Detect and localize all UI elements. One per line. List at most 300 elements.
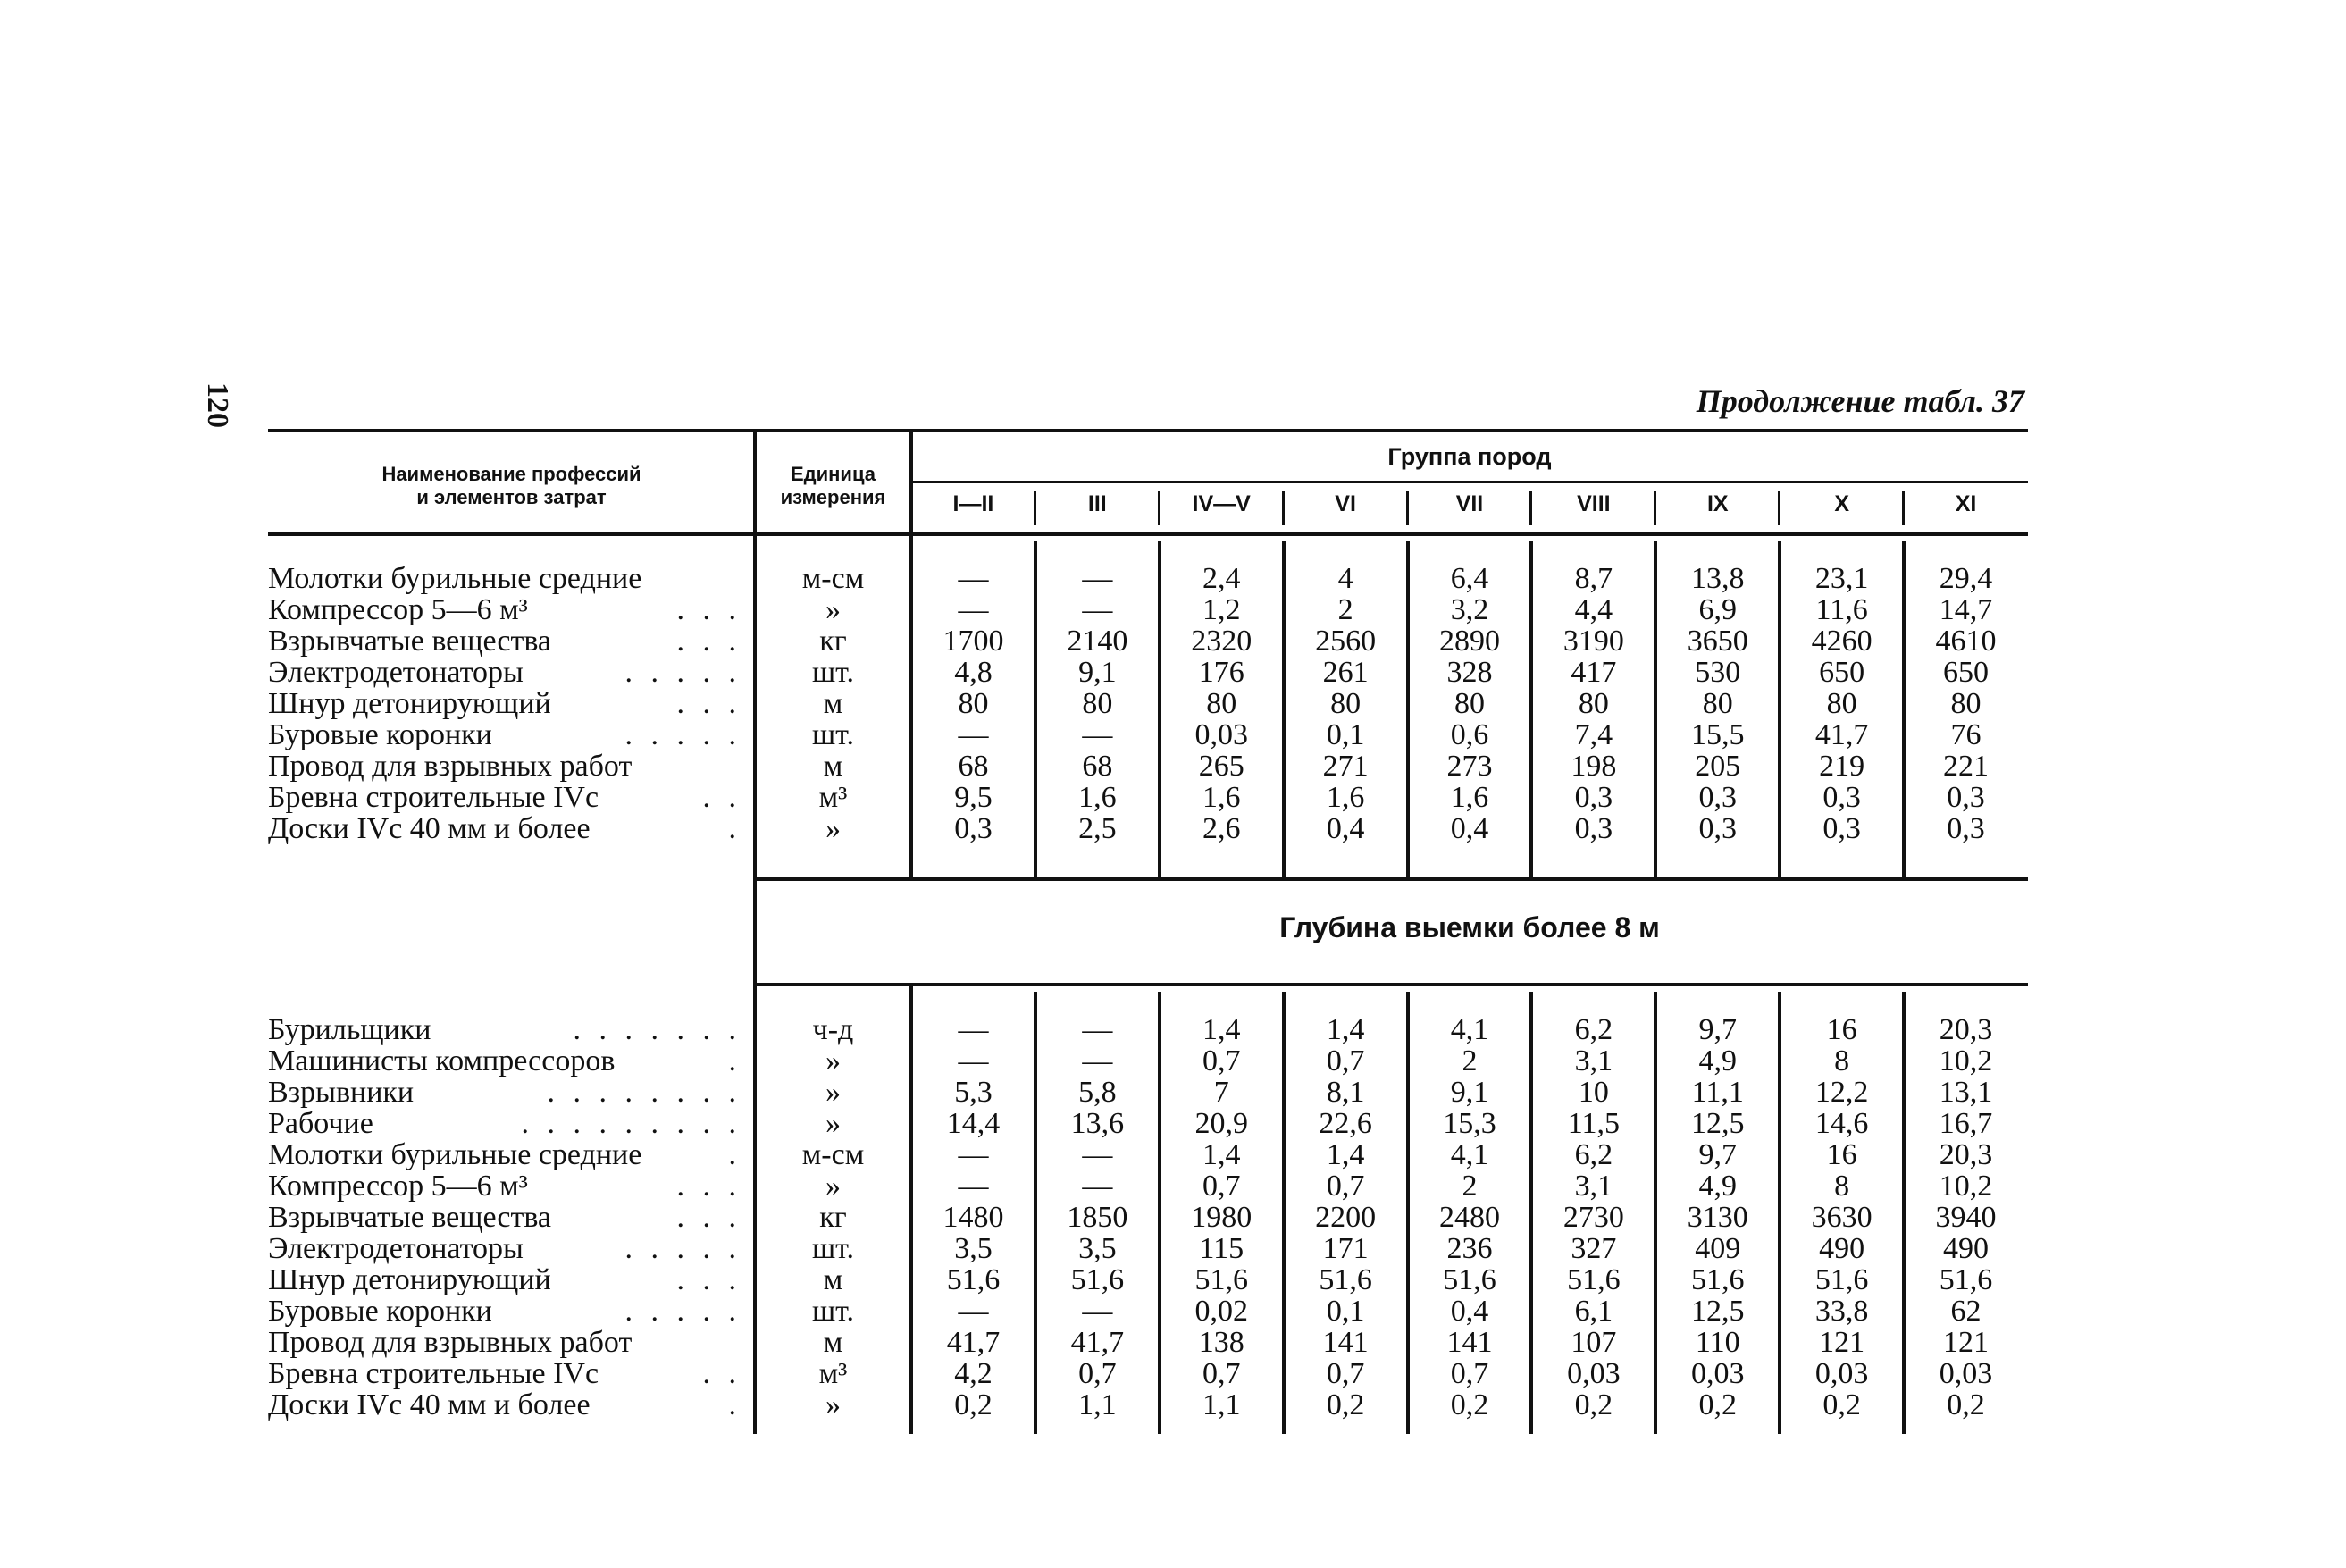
section2-row-5-name xyxy=(268,1170,742,1202)
section1-row-5-value-4: 0,6 xyxy=(1450,718,1489,751)
section2-row-0-value-4: 4,1 xyxy=(1450,1013,1489,1046)
section2-row-5-value-7: 8 xyxy=(1834,1170,1850,1203)
section2-row-8-value-0: 51,6 xyxy=(946,1263,1001,1296)
vline-hdr-group-2 xyxy=(1158,491,1160,525)
section2-row-9-value-7: 33,8 xyxy=(1814,1295,1869,1328)
row-leader-dots: . . . . . . . . . xyxy=(508,1108,742,1139)
section2-row-10-value-2: 138 xyxy=(1198,1326,1244,1359)
section2-row-3-value-1: 13,6 xyxy=(1070,1107,1125,1140)
section2-row-6-unit: кг xyxy=(819,1201,847,1234)
section2-row-4-unit: м-см xyxy=(801,1138,865,1171)
section2-row-2-value-4: 9,1 xyxy=(1450,1076,1489,1109)
row-label: Молотки бурильные средние xyxy=(268,1139,642,1170)
section2-row-6-value-7: 3630 xyxy=(1811,1201,1873,1234)
section1-row-6-value-1: 68 xyxy=(1082,750,1113,783)
section1-row-6-value-2: 265 xyxy=(1198,750,1244,783)
section2-row-0-name xyxy=(268,1014,742,1045)
section2-row-2-value-2: 7 xyxy=(1213,1076,1229,1109)
section2-row-3-value-5: 11,5 xyxy=(1567,1107,1620,1140)
section2-row-0-value-3: 1,4 xyxy=(1326,1013,1365,1046)
section2-row-4-value-1: — xyxy=(1082,1138,1113,1171)
section2-row-10-unit: м xyxy=(823,1326,843,1359)
row-label: Электродетонаторы xyxy=(268,657,524,688)
section2-row-3-value-0: 14,4 xyxy=(946,1107,1001,1140)
section1-row-3-name xyxy=(268,657,742,688)
row-leader-dots: . xyxy=(716,1389,742,1421)
section2-row-8-value-3: 51,6 xyxy=(1319,1263,1372,1296)
row-label: Шнур детонирующий xyxy=(268,1264,551,1295)
section2-row-5-value-6: 4,9 xyxy=(1698,1170,1738,1203)
section1-row-0-value-8: 29,4 xyxy=(1939,562,1993,595)
section1-row-6-value-8: 221 xyxy=(1943,750,1990,783)
section2-row-6-value-0: 1480 xyxy=(943,1201,1004,1234)
row-leader-dots xyxy=(632,750,742,782)
section2-row-12-value-0: 0,2 xyxy=(954,1388,993,1421)
section1-row-4-value-5: 80 xyxy=(1578,687,1609,720)
section1-row-6-value-4: 273 xyxy=(1446,750,1493,783)
section2-row-11-value-8: 0,03 xyxy=(1939,1357,1993,1390)
row-label: Взрывники xyxy=(268,1077,415,1108)
section1-row-6-name xyxy=(268,750,742,782)
section2-row-10-value-6: 110 xyxy=(1695,1326,1740,1359)
section2-row-9-value-1: — xyxy=(1082,1295,1113,1328)
section2-row-12-name xyxy=(268,1389,742,1421)
section2-row-11-value-6: 0,03 xyxy=(1691,1357,1745,1390)
section2-row-8-value-4: 51,6 xyxy=(1443,1263,1496,1296)
section1-row-8-value-8: 0,3 xyxy=(1947,812,1985,845)
group-header-2: IV—V xyxy=(1192,491,1251,516)
section1-row-4-value-7: 80 xyxy=(1826,687,1857,720)
group-header-0: I—II xyxy=(952,491,994,516)
section1-row-5-unit: шт. xyxy=(812,718,854,751)
section2-row-1-value-6: 4,9 xyxy=(1698,1044,1738,1077)
header-unit-line1: Единица xyxy=(790,463,876,485)
section1-row-1-value-7: 11,6 xyxy=(1815,593,1868,626)
section1-row-4-value-0: 80 xyxy=(958,687,989,720)
section1-row-7-value-8: 0,3 xyxy=(1947,781,1985,814)
section2-row-8-value-8: 51,6 xyxy=(1939,1263,1993,1296)
section1-row-0-value-2: 2,4 xyxy=(1202,562,1241,595)
row-label: Бревна строительные IVс xyxy=(268,1358,599,1389)
row-leader-dots: . . . xyxy=(664,688,742,719)
row-label: Шнур детонирующий xyxy=(268,688,551,719)
row-label: Компрессор 5—6 м³ xyxy=(268,594,528,625)
section1-row-3-value-2: 176 xyxy=(1198,656,1244,689)
section2-row-2-value-3: 8,1 xyxy=(1326,1076,1365,1109)
section2-row-11-value-3: 0,7 xyxy=(1326,1357,1365,1390)
section2-row-3-value-6: 12,5 xyxy=(1691,1107,1745,1140)
row-label: Рабочие xyxy=(268,1108,373,1139)
section2-row-3-unit: » xyxy=(825,1107,841,1140)
section1-row-0-value-5: 8,7 xyxy=(1574,562,1613,595)
section1-row-7-value-7: 0,3 xyxy=(1822,781,1861,814)
section2-row-5-value-1: — xyxy=(1082,1170,1113,1203)
section2-row-3-value-4: 15,3 xyxy=(1443,1107,1496,1140)
section2-row-7-value-7: 490 xyxy=(1819,1232,1865,1265)
section2-row-12-value-1: 1,1 xyxy=(1078,1388,1117,1421)
section2-row-1-value-4: 2 xyxy=(1462,1044,1478,1077)
section1-row-3-value-4: 328 xyxy=(1446,656,1493,689)
section2-row-12-value-7: 0,2 xyxy=(1822,1388,1861,1421)
section2-row-0-value-1: — xyxy=(1082,1013,1113,1046)
group-header-8: XI xyxy=(1955,491,1977,516)
section1-row-2-value-6: 3650 xyxy=(1687,625,1748,658)
row-leader-dots: . . . . . xyxy=(612,1233,742,1264)
section2-row-4-name xyxy=(268,1139,742,1170)
row-leader-dots: . . . xyxy=(664,594,742,625)
section1-row-5-value-1: — xyxy=(1082,718,1113,751)
header-unit-col xyxy=(755,463,911,509)
section2-row-6-value-3: 2200 xyxy=(1315,1201,1377,1234)
section2-row-9-value-5: 6,1 xyxy=(1574,1295,1613,1328)
section1-row-6-value-0: 68 xyxy=(958,750,989,783)
section2-row-9-value-8: 62 xyxy=(1950,1295,1982,1328)
section2-row-12-value-2: 1,1 xyxy=(1202,1388,1241,1421)
rule-section2-top xyxy=(755,983,2028,986)
section2-row-8-name xyxy=(268,1264,742,1295)
header-name-col xyxy=(268,463,755,509)
section2-row-4-value-6: 9,7 xyxy=(1698,1138,1738,1171)
row-leader-dots: . . . . . . . . xyxy=(534,1077,742,1108)
section2-row-11-value-5: 0,03 xyxy=(1567,1357,1621,1390)
section1-row-2-value-3: 2560 xyxy=(1315,625,1377,658)
section2-row-2-name xyxy=(268,1077,742,1108)
section1-row-8-value-7: 0,3 xyxy=(1822,812,1861,845)
section1-row-0-unit: м-см xyxy=(801,562,865,595)
section1-row-6-value-3: 271 xyxy=(1322,750,1369,783)
row-leader-dots: . . . xyxy=(664,625,742,657)
section2-row-5-unit: » xyxy=(825,1170,841,1203)
row-leader-dots: . . xyxy=(690,1358,742,1389)
section1-row-0-value-3: 4 xyxy=(1337,562,1353,595)
section1-row-6-value-6: 205 xyxy=(1695,750,1741,783)
section1-row-0-value-1: — xyxy=(1082,562,1113,595)
section1-row-7-value-5: 0,3 xyxy=(1574,781,1613,814)
section1-row-7-unit: м³ xyxy=(818,781,848,814)
section1-row-3-value-5: 417 xyxy=(1571,656,1617,689)
table-caption: Продолжение табл. 37 xyxy=(1696,383,2024,419)
section2-row-12-value-3: 0,2 xyxy=(1326,1388,1365,1421)
section1-row-1-value-1: — xyxy=(1082,593,1113,626)
section1-row-2-value-5: 3190 xyxy=(1563,625,1624,658)
section2-row-0-value-6: 9,7 xyxy=(1698,1013,1738,1046)
section1-row-3-value-8: 650 xyxy=(1943,656,1990,689)
section1-row-3-value-6: 530 xyxy=(1695,656,1741,689)
section2-row-8-value-5: 51,6 xyxy=(1567,1263,1621,1296)
rule-top xyxy=(268,429,2028,432)
row-leader-dots: . . . xyxy=(664,1264,742,1295)
row-leader-dots: . . . xyxy=(664,1170,742,1202)
group-header-3: VI xyxy=(1335,491,1356,516)
section2-row-10-value-8: 121 xyxy=(1943,1326,1990,1359)
section2-row-11-value-7: 0,03 xyxy=(1814,1357,1869,1390)
section1-row-1-unit: » xyxy=(825,593,841,626)
row-label: Буровые коронки xyxy=(268,1295,492,1327)
section1-row-6-value-7: 219 xyxy=(1819,750,1865,783)
section2-row-11-value-4: 0,7 xyxy=(1450,1357,1489,1390)
vline-hdr-group-3 xyxy=(1282,491,1285,525)
section1-row-8-value-4: 0,4 xyxy=(1450,812,1489,845)
section2-row-2-value-1: 5,8 xyxy=(1078,1076,1117,1109)
section1-row-4-value-6: 80 xyxy=(1702,687,1733,720)
section1-row-0-value-7: 23,1 xyxy=(1814,562,1869,595)
section2-row-2-unit: » xyxy=(825,1076,841,1109)
section2-row-7-value-3: 171 xyxy=(1322,1232,1369,1265)
group-header-5: VIII xyxy=(1577,491,1611,516)
group-header-4: VII xyxy=(1455,491,1484,516)
section2-row-5-value-4: 2 xyxy=(1462,1170,1478,1203)
section2-row-9-name xyxy=(268,1295,742,1327)
section1-row-1-value-0: — xyxy=(958,593,989,626)
section2-row-5-value-5: 3,1 xyxy=(1574,1170,1613,1203)
section2-row-1-value-3: 0,7 xyxy=(1326,1044,1365,1077)
section2-row-0-value-2: 1,4 xyxy=(1202,1013,1241,1046)
section2-row-12-unit: » xyxy=(825,1388,841,1421)
vline-hdr-group-6 xyxy=(1654,491,1656,525)
section2-row-2-value-0: 5,3 xyxy=(954,1076,993,1109)
section2-row-5-value-2: 0,7 xyxy=(1202,1170,1241,1203)
group-header-7: X xyxy=(1834,491,1849,516)
section2-row-9-value-2: 0,02 xyxy=(1194,1295,1248,1328)
section2-row-6-name xyxy=(268,1202,742,1233)
section2-row-3-value-7: 14,6 xyxy=(1814,1107,1869,1140)
header-group-title: Группа пород xyxy=(1387,443,1552,470)
row-leader-dots: . . . . . . . xyxy=(560,1014,742,1045)
section2-row-7-value-4: 236 xyxy=(1446,1232,1493,1265)
row-label: Провод для взрывных работ xyxy=(268,1327,633,1358)
row-leader-dots xyxy=(641,563,742,594)
section2-row-6-value-8: 3940 xyxy=(1935,1201,1997,1234)
section1-row-2-unit: кг xyxy=(819,625,847,658)
section2-row-7-value-0: 3,5 xyxy=(954,1232,993,1265)
section2-row-7-value-8: 490 xyxy=(1943,1232,1990,1265)
section2-row-12-value-5: 0,2 xyxy=(1574,1388,1613,1421)
section1-row-1-value-5: 4,4 xyxy=(1574,593,1613,626)
section2-row-0-value-7: 16 xyxy=(1826,1013,1857,1046)
section1-row-3-value-3: 261 xyxy=(1322,656,1369,689)
section2-row-6-value-1: 1850 xyxy=(1067,1201,1128,1234)
section1-row-5-value-5: 7,4 xyxy=(1574,718,1613,751)
section2-row-10-value-3: 141 xyxy=(1322,1326,1369,1359)
section1-row-2-value-1: 2140 xyxy=(1067,625,1128,658)
section2-row-6-value-2: 1980 xyxy=(1191,1201,1253,1234)
section1-row-8-value-3: 0,4 xyxy=(1326,812,1365,845)
section2-row-1-value-0: — xyxy=(958,1044,989,1077)
row-leader-dots xyxy=(632,1327,742,1358)
section2-row-4-value-8: 20,3 xyxy=(1939,1138,1993,1171)
section1-row-8-value-2: 2,6 xyxy=(1202,812,1241,845)
section1-row-0-value-0: — xyxy=(958,562,989,595)
section2-row-7-unit: шт. xyxy=(812,1232,854,1265)
section2-row-9-unit: шт. xyxy=(812,1295,854,1328)
row-label: Доски IVс 40 мм и более xyxy=(268,813,591,844)
section2-row-9-value-3: 0,1 xyxy=(1326,1295,1365,1328)
section2-row-9-value-6: 12,5 xyxy=(1691,1295,1745,1328)
section2-row-9-value-4: 0,4 xyxy=(1450,1295,1489,1328)
rule-section1-bottom xyxy=(755,877,2028,881)
section2-row-11-unit: м³ xyxy=(818,1357,848,1390)
section2-row-1-value-8: 10,2 xyxy=(1939,1044,1993,1077)
section1-row-7-value-2: 1,6 xyxy=(1202,781,1241,814)
row-label: Электродетонаторы xyxy=(268,1233,524,1264)
section2-row-8-value-1: 51,6 xyxy=(1070,1263,1125,1296)
row-label: Компрессор 5—6 м³ xyxy=(268,1170,528,1202)
section1-row-8-value-0: 0,3 xyxy=(954,812,993,845)
section2-row-4-value-2: 1,4 xyxy=(1202,1138,1241,1171)
section2-row-2-value-8: 13,1 xyxy=(1939,1076,1993,1109)
section2-row-5-value-8: 10,2 xyxy=(1939,1170,1993,1203)
row-label: Бревна строительные IVс xyxy=(268,782,599,813)
section1-row-5-value-6: 15,5 xyxy=(1691,718,1745,751)
row-label: Молотки бурильные средние xyxy=(268,563,642,594)
row-label: Бурильщики xyxy=(268,1014,431,1045)
row-leader-dots: . . xyxy=(690,782,742,813)
section1-row-0-value-4: 6,4 xyxy=(1450,562,1489,595)
section1-row-4-unit: м xyxy=(823,687,843,720)
section1-row-1-name xyxy=(268,594,742,625)
section1-row-5-name xyxy=(268,719,742,750)
section2-row-6-value-6: 3130 xyxy=(1687,1201,1748,1234)
row-leader-dots: . . . . . xyxy=(612,719,742,750)
section1-row-2-value-8: 4610 xyxy=(1935,625,1997,658)
section1-row-7-value-4: 1,6 xyxy=(1450,781,1489,814)
header-name-line1: Наименование профессий xyxy=(381,463,641,485)
section2-row-5-value-3: 0,7 xyxy=(1326,1170,1365,1203)
section1-row-4-value-3: 80 xyxy=(1330,687,1362,720)
section1-row-7-value-3: 1,6 xyxy=(1326,781,1365,814)
section1-row-2-value-7: 4260 xyxy=(1811,625,1873,658)
section2-row-1-value-2: 0,7 xyxy=(1202,1044,1241,1077)
section2-row-2-value-7: 12,2 xyxy=(1814,1076,1869,1109)
vline-hdr-group-7 xyxy=(1778,491,1780,525)
section1-row-2-value-0: 1700 xyxy=(943,625,1004,658)
row-leader-dots: . xyxy=(716,1139,742,1170)
section1-row-5-value-0: — xyxy=(958,718,989,751)
row-label: Доски IVс 40 мм и более xyxy=(268,1389,591,1421)
section2-row-7-name xyxy=(268,1233,742,1264)
vline-hdr-group-1 xyxy=(1034,491,1036,525)
section2-row-1-name xyxy=(268,1045,742,1077)
section1-row-3-unit: шт. xyxy=(812,656,854,689)
vline-hdr-group-5 xyxy=(1529,491,1532,525)
section2-row-10-value-0: 41,7 xyxy=(946,1326,1001,1359)
section2-row-1-value-5: 3,1 xyxy=(1574,1044,1613,1077)
section2-row-4-value-0: — xyxy=(958,1138,989,1171)
section2-row-10-name xyxy=(268,1327,742,1358)
section2-row-12-value-4: 0,2 xyxy=(1450,1388,1489,1421)
section2-row-11-name xyxy=(268,1358,742,1389)
section2-row-10-value-7: 121 xyxy=(1819,1326,1865,1359)
section2-row-6-value-4: 2480 xyxy=(1438,1201,1500,1234)
section1-row-2-name xyxy=(268,625,742,657)
section2-row-7-value-5: 327 xyxy=(1571,1232,1617,1265)
section2-row-4-value-7: 16 xyxy=(1826,1138,1857,1171)
section2-row-11-value-0: 4,2 xyxy=(954,1357,993,1390)
rule-header-bottom xyxy=(268,532,2028,536)
section1-row-7-name xyxy=(268,782,742,813)
section1-row-4-value-1: 80 xyxy=(1082,687,1113,720)
section2-row-12-value-6: 0,2 xyxy=(1698,1388,1738,1421)
section2-row-7-value-2: 115 xyxy=(1199,1232,1244,1265)
vline-hdr-group-4 xyxy=(1406,491,1409,525)
section2-row-10-value-5: 107 xyxy=(1571,1326,1617,1359)
section2-row-1-value-7: 8 xyxy=(1834,1044,1850,1077)
vline-hdr-group-8 xyxy=(1902,491,1905,525)
section1-row-8-name xyxy=(268,813,742,844)
section2-title: Глубина выемки более 8 м xyxy=(1279,911,1660,943)
section1-row-1-value-2: 1,2 xyxy=(1202,593,1241,626)
section1-row-4-value-4: 80 xyxy=(1454,687,1485,720)
section2-row-11-value-2: 0,7 xyxy=(1202,1357,1241,1390)
section1-row-1-value-6: 6,9 xyxy=(1698,593,1738,626)
section1-row-1-value-4: 3,2 xyxy=(1450,593,1489,626)
section2-row-1-unit: » xyxy=(825,1044,841,1077)
section2-row-8-value-2: 51,6 xyxy=(1194,1263,1248,1296)
section1-row-7-value-1: 1,6 xyxy=(1078,781,1117,814)
section2-row-8-value-7: 51,6 xyxy=(1814,1263,1869,1296)
row-label: Буровые коронки xyxy=(268,719,492,750)
section1-row-0-value-6: 13,8 xyxy=(1691,562,1745,595)
row-leader-dots: . . . xyxy=(664,1202,742,1233)
section2-row-0-value-8: 20,3 xyxy=(1939,1013,1993,1046)
section2-row-4-value-5: 6,2 xyxy=(1574,1138,1613,1171)
section2-row-0-unit: ч-д xyxy=(812,1013,854,1046)
row-label: Машинисты компрессоров xyxy=(268,1045,616,1077)
row-leader-dots: . xyxy=(716,813,742,844)
section1-row-4-value-2: 80 xyxy=(1206,687,1237,720)
section2-row-3-value-2: 20,9 xyxy=(1194,1107,1248,1140)
row-leader-dots: . . . . . xyxy=(612,1295,742,1327)
section2-row-0-value-0: — xyxy=(958,1013,989,1046)
rule-group-under xyxy=(911,481,2028,483)
section1-row-4-name xyxy=(268,688,742,719)
section2-row-10-value-1: 41,7 xyxy=(1070,1326,1125,1359)
section1-row-8-value-6: 0,3 xyxy=(1698,812,1738,845)
section2-row-1-value-1: — xyxy=(1082,1044,1113,1077)
header-unit-line2: измерения xyxy=(780,486,886,508)
section1-row-7-value-0: 9,5 xyxy=(954,781,993,814)
section2-row-9-value-0: — xyxy=(958,1295,989,1328)
section1-row-7-value-6: 0,3 xyxy=(1698,781,1738,814)
section1-row-1-value-3: 2 xyxy=(1337,593,1353,626)
section2-row-3-value-8: 16,7 xyxy=(1939,1107,1993,1140)
section1-row-5-value-3: 0,1 xyxy=(1326,718,1365,751)
section2-row-5-value-0: — xyxy=(958,1170,989,1203)
row-label: Провод для взрывных работ xyxy=(268,750,633,782)
section2-row-3-value-3: 22,6 xyxy=(1319,1107,1372,1140)
section2-row-7-value-6: 409 xyxy=(1695,1232,1741,1265)
section2-row-2-value-5: 10 xyxy=(1578,1076,1609,1109)
section2-row-7-value-1: 3,5 xyxy=(1078,1232,1117,1265)
section1-row-1-value-8: 14,7 xyxy=(1939,593,1993,626)
header-name-line2: и элементов затрат xyxy=(416,486,607,508)
section1-row-3-value-7: 650 xyxy=(1819,656,1865,689)
row-label: Взрывчатые вещества xyxy=(268,1202,552,1233)
section1-row-2-value-2: 2320 xyxy=(1191,625,1253,658)
group-header-6: IX xyxy=(1706,491,1729,516)
section2-row-3-name xyxy=(268,1108,742,1139)
row-label: Взрывчатые вещества xyxy=(268,625,552,657)
section1-row-8-value-5: 0,3 xyxy=(1574,812,1613,845)
section2-row-0-value-5: 6,2 xyxy=(1574,1013,1613,1046)
section2-row-6-value-5: 2730 xyxy=(1563,1201,1624,1234)
section1-row-8-unit: » xyxy=(825,812,841,845)
page-number: 120 xyxy=(201,382,234,428)
section1-row-3-value-0: 4,8 xyxy=(954,656,993,689)
section2-row-2-value-6: 11,1 xyxy=(1691,1076,1744,1109)
section2-row-4-value-4: 4,1 xyxy=(1450,1138,1489,1171)
section2-row-10-value-4: 141 xyxy=(1446,1326,1493,1359)
